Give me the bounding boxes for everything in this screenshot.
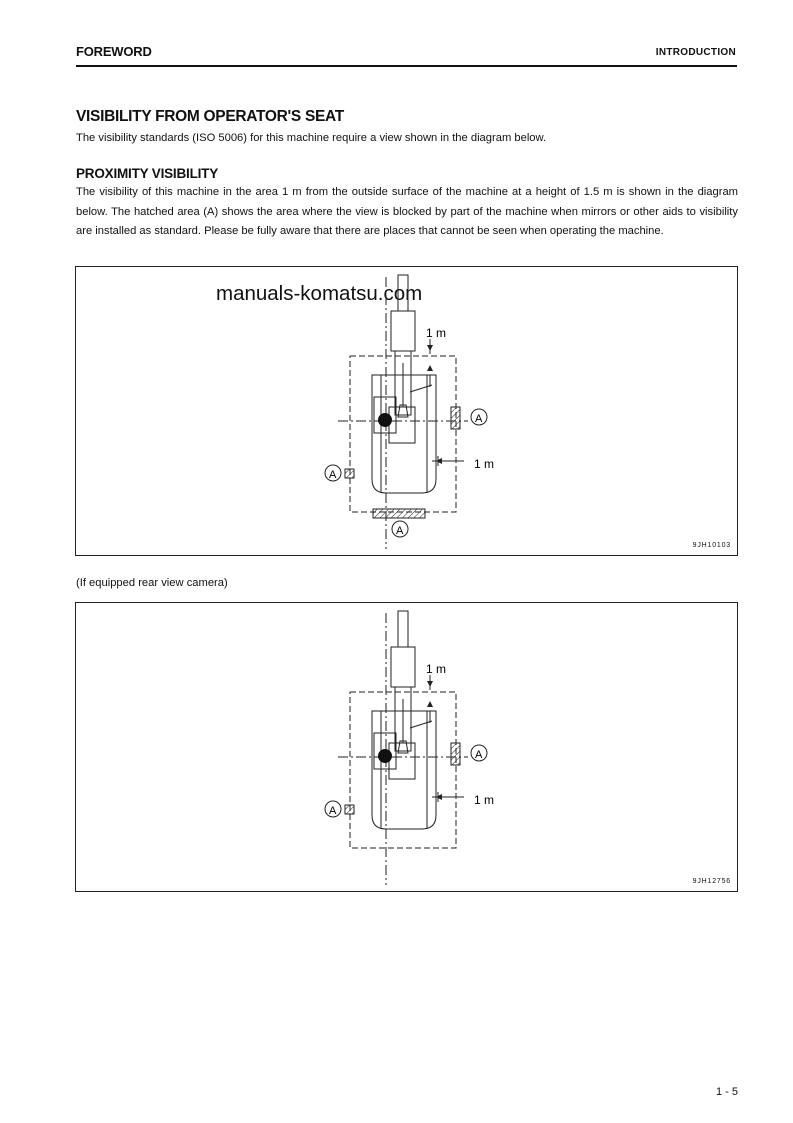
dimension-label-side: 1 m bbox=[474, 793, 495, 807]
blocked-area-left bbox=[345, 469, 354, 478]
marker-letter-left: A bbox=[329, 469, 337, 481]
subsection-body: The visibility of this machine in the area 1 m from the outside surface of the machine at a height of 1.5 m is shown in the diagram below. The hatched area (A) shows the area where the view is blocked by part of the machine when mirrors or other aids to visibility are installed as standard. Please be fully aware that there are places that cannot be seen when operating the machine. bbox=[76, 186, 738, 238]
header-section-label: FOREWORD bbox=[76, 44, 152, 59]
dimension-label-side: 1 m bbox=[474, 457, 495, 471]
watermark-text: manuals-komatsu.com bbox=[216, 282, 423, 305]
section-title: VISIBILITY FROM OPERATOR'S SEAT bbox=[76, 108, 344, 125]
marker-letter-left: A bbox=[329, 805, 337, 817]
blocked-area-right bbox=[451, 743, 460, 765]
blocked-area-right bbox=[451, 407, 460, 429]
subsection-title: PROXIMITY VISIBILITY bbox=[76, 166, 219, 181]
figure-code: 9JH10103 bbox=[692, 542, 731, 549]
blocked-area-rear bbox=[373, 509, 425, 518]
figure-caption: (If equipped rear view camera) bbox=[76, 577, 228, 589]
marker-letter-right: A bbox=[475, 749, 483, 761]
page-number: 1 - 5 bbox=[715, 1086, 738, 1098]
machine-top-view-drawing bbox=[76, 603, 737, 891]
machine-body bbox=[372, 711, 436, 829]
operator-seat-point bbox=[378, 749, 392, 763]
machine-top-view-drawing bbox=[76, 267, 737, 555]
header-chapter-label: INTRODUCTION bbox=[655, 47, 736, 58]
dimension-label-top: 1 m bbox=[426, 662, 447, 676]
section-intro: The visibility standards (ISO 5006) for this machine require a view shown in the diagram below. bbox=[76, 132, 547, 144]
visibility-diagram-standard bbox=[75, 266, 738, 556]
visibility-diagram-rear-camera bbox=[75, 602, 738, 892]
operator-seat-point bbox=[378, 413, 392, 427]
blocked-area-left bbox=[345, 805, 354, 814]
marker-letter-right: A bbox=[475, 413, 483, 425]
machine-body bbox=[372, 375, 436, 493]
dimension-label-top: 1 m bbox=[426, 326, 447, 340]
figure-code: 9JH12756 bbox=[692, 878, 731, 885]
header-rule bbox=[76, 65, 737, 67]
marker-letter-bottom: A bbox=[396, 525, 404, 537]
